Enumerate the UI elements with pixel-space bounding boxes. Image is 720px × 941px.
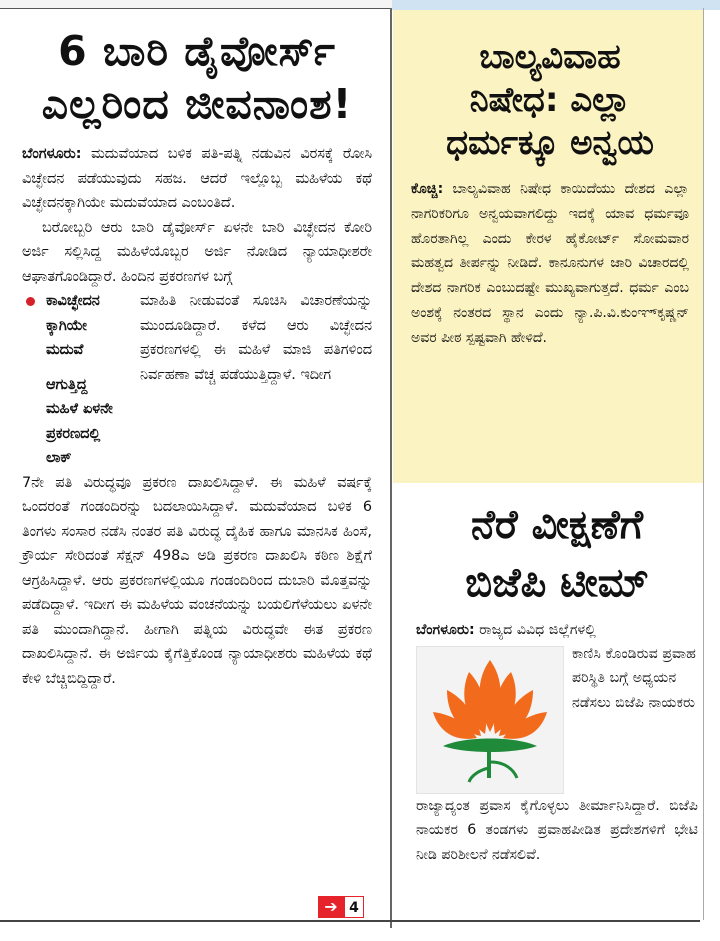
lotus-logo-icon bbox=[416, 646, 564, 794]
right-top-headline-line3: ಧರ್ಮಕ್ಕೂ ಅನ್ವಯ bbox=[446, 123, 654, 164]
page-edge bbox=[703, 8, 704, 920]
right-bottom-headline-line2: ಬಿಜೆಪಿ ಟೀಮ್ bbox=[465, 560, 649, 606]
pull-quote-line: ಪ್ರಕರಣದಲ್ಲಿ bbox=[46, 425, 101, 442]
pull-quote-line: ಮಹಿಳೆ ಏಳನೇ bbox=[46, 401, 113, 418]
pull-quote-line: ಮದುವೆ bbox=[46, 342, 84, 359]
top-rule-accent bbox=[392, 0, 720, 10]
right-top-body-text: ಬಾಲ್ಯವಿವಾಹ ನಿಷೇಧ ಕಾಯಿದೆಯು ದೇಶದ ಎಲ್ಲಾ ನಾಗರಿಕರಿಗೂ ಅನ್ವಯವಾಗಲಿದ್ದು ಇದಕ್ಕೆ ಯಾವ ಧರ್ಮವೂ ಹೊರತಾಗಿಲ್ಲ ಎಂದು ಕೇರಳ ಹೈಕೋರ್ಟ್ ಸೋಮವಾರ ಮಹತ್ವದ ತೀರ್ಪನ್ನು ನೀಡಿದೆ. ಕಾನೂನುಗಳ ಜಾರಿ ವಿಚಾರದಲ್ಲಿ ದೇಶದ ನಾಗರಿಕ ಎಂಬುದಷ್ಟೇ ಮುಖ್ಯವಾಗುತ್ತದೆ. ಧರ್ಮ ಎಂಬ ಅಂಶಕ್ಕೆ ನಂತರದ ಸ್ಥಾನ ಎಂದು ನ್ಯಾ.ಪಿ.ವಿ.ಕುಂಞ್‌ಕೃಷ್ಣನ್ ಅವರ ಪೀಠ ಸ್ಪಷ್ಟವಾಗಿ ಹೇಳಿದೆ. bbox=[411, 181, 689, 346]
right-top-headline-line2: ನಿಷೇಧ: ಎಲ್ಲಾ bbox=[469, 80, 631, 121]
left-side-text: ಮಾಹಿತಿ ನೀಡುವಂತೆ ಸೂಚಿಸಿ ವಿಚಾರಣೆಯನ್ನು ಮುಂದೂಡಿದ್ದಾರೆ. ಕಳೆದ ಆರು ವಿಚ್ಛೇದನ ಪ್ರಕರಣಗಳಲ್ಲಿ ಈ ಮಹಿಳೆ ಮಾಜಿ ಪತಿಗಳಿಂದ ನಿರ್ವಹಣಾ ವೆಚ್ಚ ಪಡೆಯುತ್ತಿದ್ದಾಳೆ. ಇದೀಗ bbox=[140, 293, 372, 383]
right-top-article bbox=[411, 38, 689, 364]
right-top-headline bbox=[411, 38, 689, 163]
right-top-headline-line1: ಬಾಲ್ಯವಿವಾಹ bbox=[479, 37, 621, 77]
left-para-3: 7ನೇ ಪತಿ ವಿರುದ್ಧವೂ ಪ್ರಕರಣ ದಾಖಲಿಸಿದ್ದಾಳೆ. ಈ ಮಹಿಳೆ ವರ್ಷಕ್ಕೆ ಒಂದರಂತೆ ಗಂಡಂದಿರನ್ನು ಬದಲಾಯಿಸಿದ್ದಾಳೆ. ಮದುವೆಯಾದ ಬಳಿಕ 6 ತಿಂಗಳು ಸಂಸಾರ ನಡೆಸಿ ನಂತರ ಪತಿ ವಿರುದ್ಧ ದೈಹಿಕ ಹಾಗೂ ಮಾನಸಿಕ ಹಿಂಸೆ, ಕ್ರೌರ್ಯ ಸೇರಿದಂತೆ ಸೆಕ್ಷನ್ 498ಎ ಅಡಿ ಪ್ರಕರಣ ದಾಖಲಿಸಿ ಕಠಿಣ ಶಿಕ್ಷೆಗೆ ಆಗ್ರಹಿಸಿದ್ದಾಳೆ. ಆರು ಪ್ರಕರಣಗಳಲ್ಲಿಯೂ ಗಂಡಂದಿರಿಂದ ದುಬಾರಿ ಮೊತ್ತವನ್ನು ಪಡೆದಿದ್ದಾಳೆ. ಇದೀಗ ಈ ಮಹಿಳೆಯ ವಂಚನೆಯನ್ನು ಬಯಲಿಗೆಳೆಯಲು ಏಳನೇ ಪತಿ ಮುಂದಾಗಿದ್ದಾನೆ. ಹೀಗಾಗಿ ಪತ್ನಿಯ ವಿರುದ್ಧವೇ ಈತ ಪ್ರಕರಣ ದಾಖಲಿಸಿದ್ದಾನೆ. ಈ ಅರ್ಜಿಯ ಕೈಗೆತ್ತಿಕೊಂಡ ನ್ಯಾಯಾಧೀಶರು ಮಹಿಳೆಯ ಕಥೆ ಕೇಳಿ ಬೆಚ್ಚಿಬಿದ್ದಿದ್ದಾರೆ. bbox=[22, 474, 372, 687]
continued-page-link[interactable] bbox=[318, 896, 364, 918]
pull-quote-line: ಆಗುತ್ತಿದ್ದ bbox=[46, 376, 88, 393]
left-headline bbox=[22, 28, 372, 128]
highlight-box bbox=[393, 10, 703, 483]
pull-quote bbox=[22, 289, 140, 471]
right-top-body bbox=[411, 177, 689, 350]
pull-quote-block bbox=[22, 289, 372, 471]
logo-and-text bbox=[416, 642, 698, 794]
right-bottom-lead bbox=[416, 618, 698, 642]
arrow-right-icon: ➔ bbox=[318, 896, 344, 918]
left-article bbox=[22, 28, 372, 691]
right-bottom-side-text: ಕಾಣಿಸಿ ಕೊಂಡಿರುವ ಪ್ರವಾಹ ಪರಿಸ್ಥಿತಿ ಬಗ್ಗೆ ಅಧ್ಯಯನ ನಡೆಸಲು ಬಿಜೆಪಿ ನಾಯಕರು bbox=[572, 646, 697, 711]
left-para-2: ಬರೋಬ್ಬರಿ ಆರು ಬಾರಿ ಡೈವೋರ್ಸ್ ಏಳನೇ ಬಾರಿ ವಿಚ್ಛೇದನ ಕೋರಿ ಅರ್ಜಿ ಸಲ್ಲಿಸಿದ್ದ ಮಹಿಳೆಯೊಬ್ಬರ ಅರ್ಜಿ ನೋಡಿದ ನ್ಯಾಯಾಧೀಶರೇ ಆಘಾತಗೊಂಡಿದ್ದಾರೆ. ಹಿಂದಿನ ಪ್ರಕರಣಗಳ ಬಗ್ಗೆ bbox=[22, 219, 372, 285]
lotus-logo-svg bbox=[425, 650, 555, 790]
right-bottom-headline-line1: ನೆರೆ ವೀಕ್ಷಣೆಗೆ bbox=[471, 502, 643, 548]
pull-quote-line: ಕಾವಿಚ್ಛೇದನ bbox=[46, 293, 100, 310]
page-number: 4 bbox=[344, 896, 364, 918]
pull-quote-line: ಕ್ಕಾಗಿಯೇ bbox=[46, 317, 87, 334]
right-top-dateline: ಕೊಚ್ಚಿ: bbox=[411, 181, 444, 198]
left-para-1 bbox=[22, 142, 372, 216]
bullet-icon bbox=[26, 297, 35, 306]
left-headline-line2: ಎಲ್ಲರಿಂದ ಜೀವನಾಂಶ! bbox=[41, 80, 353, 129]
right-bottom-lead-text: ರಾಜ್ಯದ ವಿವಿಧ ಜಿಲ್ಲೆಗಳಲ್ಲಿ bbox=[474, 622, 596, 638]
right-bottom-dateline: ಬೆಂಗಳೂರು: bbox=[416, 622, 475, 638]
column-divider bbox=[390, 8, 392, 928]
right-bottom-tail: ರಾಜ್ಯಾದ್ಯಂತ ಪ್ರವಾಸ ಕೈಗೊಳ್ಳಲು ತೀರ್ಮಾನಿಸಿದ್ದಾರೆ. ಬಿಜೆಪಿ ನಾಯಕರ 6 ತಂಡಗಳು ಪ್ರವಾಹಪೀಡಿತ ಪ್ರದೇಶಗಳಿಗೆ ಭೇಟಿ ನೀಡಿ ಪರಿಶೀಲನೆ ನಡೆಸಲಿವೆ. bbox=[416, 798, 698, 863]
left-para-1-text: ಮದುವೆಯಾದ ಬಳಿಕ ಪತಿ-ಪತ್ನಿ ನಡುವಿನ ವಿರಸಕ್ಕೆ ರೋಸಿ ವಿಚ್ಛೇದನ ಪಡೆಯುವುದು ಸಹಜ. ಆದರೆ ಇಲ್ಲೊಬ್ಬ ಮಹಿಳೆಯ ಕಥೆ ವಿಚ್ಛೇದನಕ್ಕಾಗಿಯೇ ಮದುವೆಯಾದ ಎಂಬಂತಿದೆ. bbox=[22, 146, 372, 212]
right-bottom-article bbox=[416, 500, 698, 867]
right-bottom-headline bbox=[416, 500, 698, 608]
left-headline-line1: 6 ಬಾರಿ ಡೈವೋರ್ಸ್ bbox=[58, 27, 336, 75]
pull-quote-line: ಲಾಕ್ bbox=[46, 450, 72, 467]
bottom-rule bbox=[0, 920, 700, 922]
left-dateline: ಬೆಂಗಳೂರು: bbox=[22, 146, 82, 163]
